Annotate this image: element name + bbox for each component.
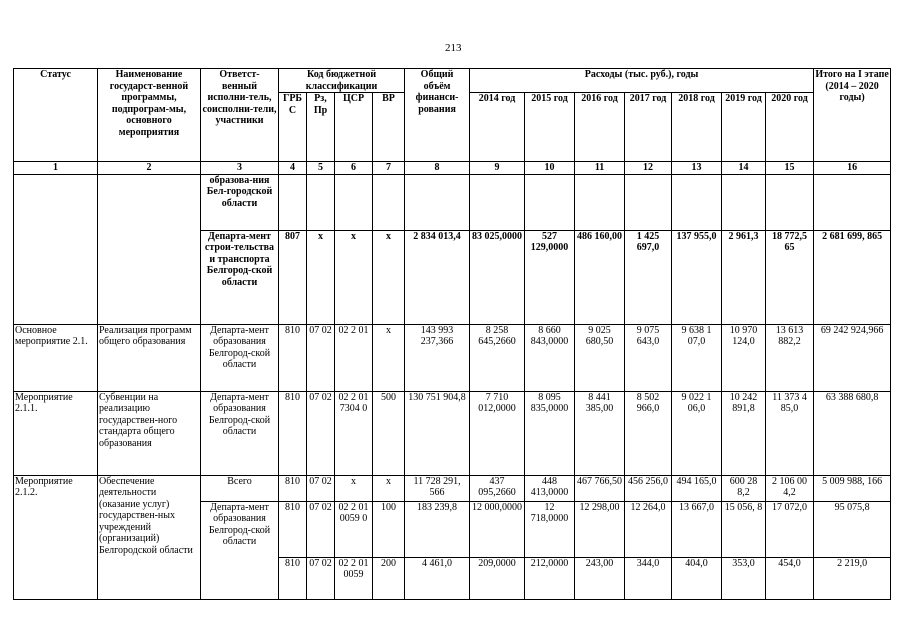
header-rzpr: Рз, Пр bbox=[307, 93, 335, 162]
vr-cell bbox=[373, 174, 405, 230]
header-name: Наименование государст-венной программы, подпрограм-мы, основного мероприятия bbox=[98, 69, 201, 162]
year-cell: 9 638 1 07,0 bbox=[672, 324, 722, 391]
year-cell: 486 160,00 bbox=[575, 230, 625, 324]
total-cell: 4 461,0 bbox=[405, 557, 470, 599]
responsible-cell: Всего bbox=[201, 475, 279, 501]
year-cell: 2 961,3 bbox=[722, 230, 766, 324]
grbs-cell: 807 bbox=[279, 230, 307, 324]
responsible-cell: Департа-мент образования Белгород-ской области bbox=[201, 501, 279, 599]
year-cell: 9 075 643,0 bbox=[625, 324, 672, 391]
responsible-cell: Департа-мент строи-тельства и транспорта Белгород-ской области bbox=[201, 230, 279, 324]
status-cell: Мероприятие 2.1.2. bbox=[14, 475, 98, 599]
year-cell: 456 256,0 bbox=[625, 475, 672, 501]
grbs-cell: 810 bbox=[279, 391, 307, 475]
year-cell: 18 772,5 65 bbox=[766, 230, 814, 324]
year-cell bbox=[575, 174, 625, 230]
csr-cell: х bbox=[335, 230, 373, 324]
column-number: 5 bbox=[307, 162, 335, 175]
header-grbs: ГРБ С bbox=[279, 93, 307, 162]
year-cell: 8 258 645,2660 bbox=[470, 324, 525, 391]
year-cell: 11 373 4 85,0 bbox=[766, 391, 814, 475]
header-vr: ВР bbox=[373, 93, 405, 162]
year-cell: 353,0 bbox=[722, 557, 766, 599]
stage-total-cell bbox=[814, 174, 891, 230]
header-2015: 2015 год bbox=[525, 93, 575, 162]
year-cell: 17 072,0 bbox=[766, 501, 814, 557]
rzpr-cell: х bbox=[307, 230, 335, 324]
year-cell bbox=[625, 174, 672, 230]
column-number: 13 bbox=[672, 162, 722, 175]
vr-cell: 200 bbox=[373, 557, 405, 599]
stage-total-cell: 5 009 988, 166 bbox=[814, 475, 891, 501]
year-cell: 344,0 bbox=[625, 557, 672, 599]
year-cell: 13 667,0 bbox=[672, 501, 722, 557]
vr-cell: х bbox=[373, 230, 405, 324]
header-status: Статус bbox=[14, 69, 98, 162]
total-cell: 130 751 904,8 bbox=[405, 391, 470, 475]
year-cell: 8 441 385,00 bbox=[575, 391, 625, 475]
column-number: 4 bbox=[279, 162, 307, 175]
year-cell: 209,0000 bbox=[470, 557, 525, 599]
header-2020: 2020 год bbox=[766, 93, 814, 162]
rzpr-cell bbox=[307, 174, 335, 230]
year-cell bbox=[470, 174, 525, 230]
header-total: Общий объём финанси-рования bbox=[405, 69, 470, 162]
year-cell: 212,0000 bbox=[525, 557, 575, 599]
column-number: 12 bbox=[625, 162, 672, 175]
status-cell bbox=[14, 174, 98, 324]
header-expenses: Расходы (тыс. руб.), годы bbox=[470, 69, 814, 93]
rzpr-cell: 07 02 bbox=[307, 391, 335, 475]
year-cell: 404,0 bbox=[672, 557, 722, 599]
grbs-cell: 810 bbox=[279, 557, 307, 599]
column-number: 3 bbox=[201, 162, 279, 175]
year-cell: 83 025,0000 bbox=[470, 230, 525, 324]
year-cell: 437 095,2660 bbox=[470, 475, 525, 501]
header-2019: 2019 год bbox=[722, 93, 766, 162]
grbs-cell bbox=[279, 174, 307, 230]
column-number: 1 bbox=[14, 162, 98, 175]
year-cell: 243,00 bbox=[575, 557, 625, 599]
year-cell: 527 129,0000 bbox=[525, 230, 575, 324]
column-number: 11 bbox=[575, 162, 625, 175]
table-row bbox=[14, 174, 891, 230]
csr-cell: 02 2 01 0059 bbox=[335, 557, 373, 599]
year-cell: 2 106 00 4,2 bbox=[766, 475, 814, 501]
vr-cell: х bbox=[373, 475, 405, 501]
stage-total-cell: 63 388 680,8 bbox=[814, 391, 891, 475]
year-cell: 9 025 680,50 bbox=[575, 324, 625, 391]
column-number: 15 bbox=[766, 162, 814, 175]
csr-cell: 02 2 01 bbox=[335, 324, 373, 391]
year-cell: 12 298,00 bbox=[575, 501, 625, 557]
column-number: 6 bbox=[335, 162, 373, 175]
name-cell: Обеспечение деятельности (оказание услуг) государствен-ных учреждений (организаций) Белгородской области bbox=[98, 475, 201, 599]
header-stage-total: Итого на I этапе (2014 – 2020 годы) bbox=[814, 69, 891, 162]
rzpr-cell: 07 02 bbox=[307, 501, 335, 557]
year-cell: 13 613 882,2 bbox=[766, 324, 814, 391]
header-2017: 2017 год bbox=[625, 93, 672, 162]
column-number: 14 bbox=[722, 162, 766, 175]
budget-table bbox=[13, 68, 891, 600]
header-2014: 2014 год bbox=[470, 93, 525, 162]
year-cell: 15 056, 8 bbox=[722, 501, 766, 557]
column-number: 2 bbox=[98, 162, 201, 175]
status-cell: Мероприятие 2.1.1. bbox=[14, 391, 98, 475]
column-number-row bbox=[14, 162, 891, 175]
grbs-cell: 810 bbox=[279, 324, 307, 391]
responsible-cell: Департа-мент образования Белгород-ской области bbox=[201, 324, 279, 391]
year-cell: 448 413,0000 bbox=[525, 475, 575, 501]
responsible-cell: образова-ния Бел-городской области bbox=[201, 174, 279, 230]
header-responsible: Ответст-венный исполни-тель, соисполни-тели, участники bbox=[201, 69, 279, 162]
rzpr-cell: 07 02 bbox=[307, 557, 335, 599]
csr-cell bbox=[335, 174, 373, 230]
vr-cell: 500 bbox=[373, 391, 405, 475]
header-row-1 bbox=[14, 69, 891, 93]
header-2016: 2016 год bbox=[575, 93, 625, 162]
table-row bbox=[14, 324, 891, 391]
stage-total-cell: 69 242 924,966 bbox=[814, 324, 891, 391]
year-cell bbox=[672, 174, 722, 230]
csr-cell: 02 2 01 0059 0 bbox=[335, 501, 373, 557]
year-cell: 494 165,0 bbox=[672, 475, 722, 501]
csr-cell: х bbox=[335, 475, 373, 501]
name-cell: Субвенции на реализацию государствен-ного стандарта общего образования bbox=[98, 391, 201, 475]
status-cell: Основное мероприятие 2.1. bbox=[14, 324, 98, 391]
grbs-cell: 810 bbox=[279, 501, 307, 557]
year-cell: 8 660 843,0000 bbox=[525, 324, 575, 391]
year-cell: 600 28 8,2 bbox=[722, 475, 766, 501]
header-csr: ЦСР bbox=[335, 93, 373, 162]
year-cell: 467 766,50 bbox=[575, 475, 625, 501]
name-cell bbox=[98, 174, 201, 324]
table-row bbox=[14, 475, 891, 501]
year-cell: 12 264,0 bbox=[625, 501, 672, 557]
table-row bbox=[14, 391, 891, 475]
year-cell: 7 710 012,0000 bbox=[470, 391, 525, 475]
year-cell: 454,0 bbox=[766, 557, 814, 599]
total-cell: 2 834 013,4 bbox=[405, 230, 470, 324]
year-cell: 10 242 891,8 bbox=[722, 391, 766, 475]
year-cell: 10 970 124,0 bbox=[722, 324, 766, 391]
vr-cell: 100 bbox=[373, 501, 405, 557]
year-cell: 8 095 835,0000 bbox=[525, 391, 575, 475]
year-cell bbox=[766, 174, 814, 230]
rzpr-cell: 07 02 bbox=[307, 475, 335, 501]
year-cell bbox=[722, 174, 766, 230]
year-cell: 12 000,0000 bbox=[470, 501, 525, 557]
total-cell bbox=[405, 174, 470, 230]
responsible-cell: Департа-мент образования Белгород-ской области bbox=[201, 391, 279, 475]
csr-cell: 02 2 01 7304 0 bbox=[335, 391, 373, 475]
stage-total-cell: 2 219,0 bbox=[814, 557, 891, 599]
year-cell bbox=[525, 174, 575, 230]
year-cell: 12 718,0000 bbox=[525, 501, 575, 557]
header-budget-code: Код бюджетной классификации bbox=[279, 69, 405, 93]
year-cell: 9 022 1 06,0 bbox=[672, 391, 722, 475]
column-number: 10 bbox=[525, 162, 575, 175]
rzpr-cell: 07 02 bbox=[307, 324, 335, 391]
stage-total-cell: 2 681 699, 865 bbox=[814, 230, 891, 324]
vr-cell: х bbox=[373, 324, 405, 391]
header-2018: 2018 год bbox=[672, 93, 722, 162]
year-cell: 1 425 697,0 bbox=[625, 230, 672, 324]
total-cell: 11 728 291, 566 bbox=[405, 475, 470, 501]
total-cell: 183 239,8 bbox=[405, 501, 470, 557]
stage-total-cell: 95 075,8 bbox=[814, 501, 891, 557]
total-cell: 143 993 237,366 bbox=[405, 324, 470, 391]
column-number: 16 bbox=[814, 162, 891, 175]
year-cell: 137 955,0 bbox=[672, 230, 722, 324]
grbs-cell: 810 bbox=[279, 475, 307, 501]
page-number: 213 bbox=[445, 42, 462, 54]
column-number: 7 bbox=[373, 162, 405, 175]
name-cell: Реализация программ общего образования bbox=[98, 324, 201, 391]
year-cell: 8 502 966,0 bbox=[625, 391, 672, 475]
column-number: 8 bbox=[405, 162, 470, 175]
column-number: 9 bbox=[470, 162, 525, 175]
